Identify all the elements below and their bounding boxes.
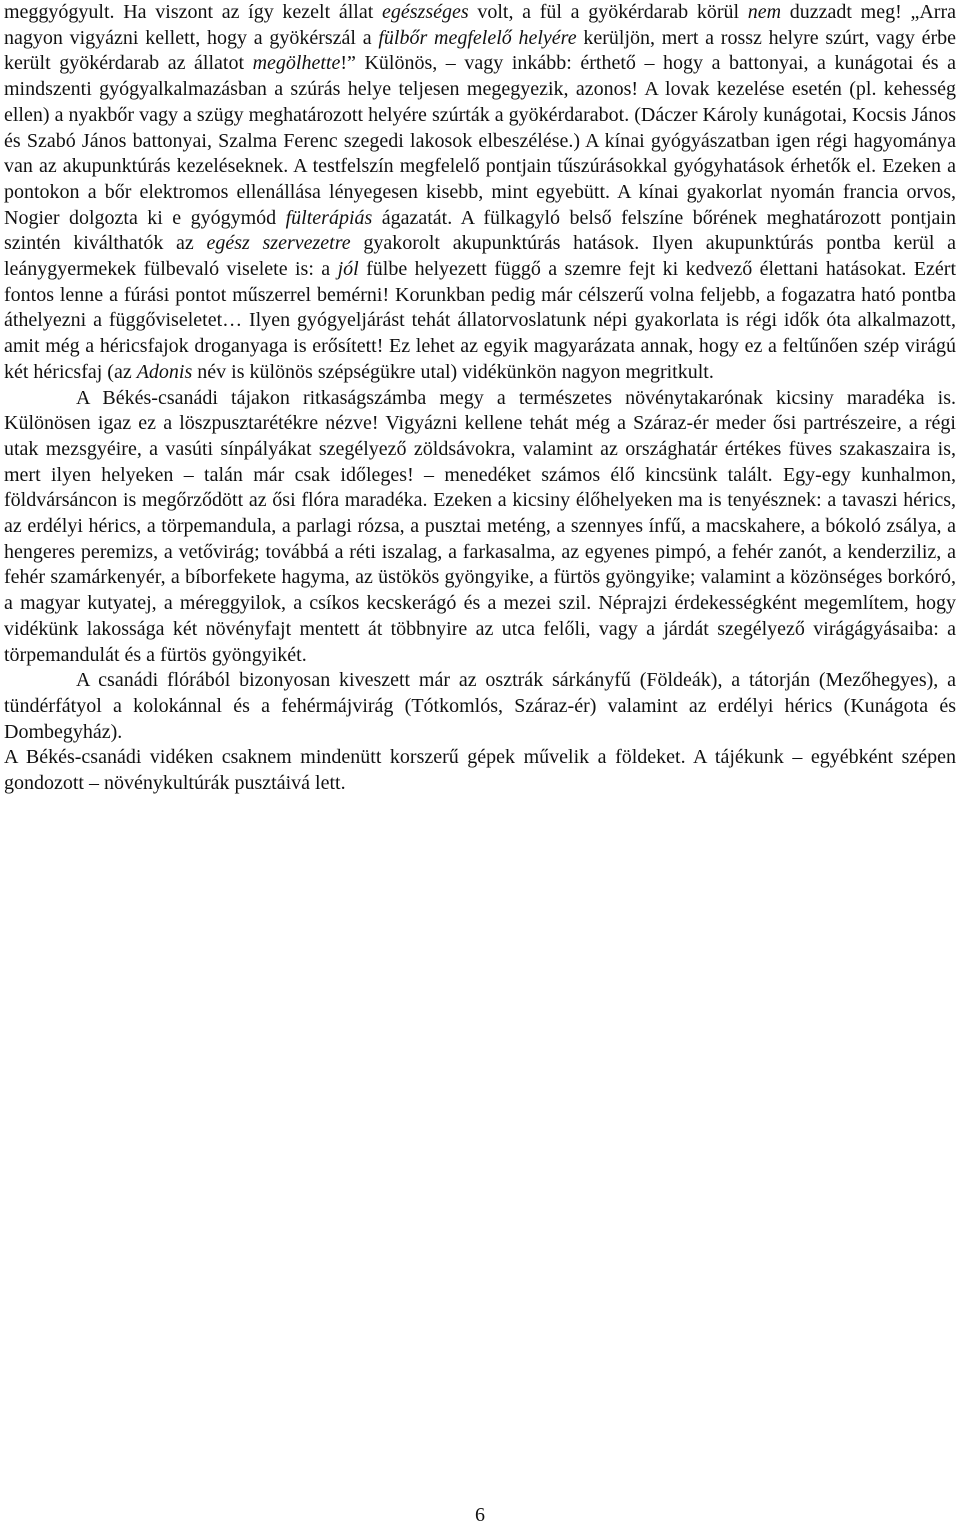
italic-text-run: egészséges (382, 1, 469, 23)
text-run: meggyógyult. Ha viszont az így kezelt állat (4, 1, 382, 23)
text-run: gyakorolt akupunktúrás hatások. Ilyen akupunktúrás pontba kerül a leánygyermekek fülbevaló viselete is: a (4, 232, 957, 281)
text-run: kerüljön, mert a rossz helyre szúrt, vagy érbe került gyökérdarab az állatot (4, 26, 957, 75)
italic-text-run: megölhette (252, 52, 341, 75)
text-run: A Békés-csanádi tájakon ritkaságszámba megy a természetes növénytakarónak kicsiny maradéka is. Különösen igaz ez a löszpusztarétékre nézve! Vigyázni kellene tehát még a Száraz-ér meder ősi partrészeire, a régi utak mezsgyéire, a vasúti sínpályákat szegélyező zöldsávokra, valamint az országhatár értékes füves szakaszaira is, mert ilyen helyeken – talán már csak időleges! – menedéket számos élő kincsünk talált. Egy-egy kunhalmon, földvársáncon is megőrződött az ősi flóra maradéka. Ezeken a kicsiny élőhelyeken ma is tenyésznek: a tavaszi hérics, az erdélyi hérics, a törpemandula, a parlagi rózsa, a pusztai meténg, a szennyes ínfű, a macskahere, a bókoló zsálya, a hengeres peremizs, a vetővirág; továbbá a réti iszalag, a farkasalma, az egyenes pimpó, a fehér zanót, a kenderziliz, a fehér szamárkenyér, a bíborfekete hagyma, az üstökös gyöngyike, a fürtös gyöngyike; valamint a közönséges borkóró, a magyar kutyatej, a méreggyilok, a csíkos kecskerágó és a mezei szil. Néprajzi érdekességként megemlítem, hogy vidékünk lakossága két növényfajt mentett át többnyire az utca felőli, vagy a járdát szegélyező virágágyásaiba: a törpemandulát és a fürtös gyöngyikét. (4, 386, 956, 666)
page-number: 6 (475, 1504, 485, 1526)
document-page (4, 0, 956, 1537)
paragraph-4 (4, 745, 956, 796)
text-run: duzzadt meg! „Arra nagyon vigyázni kellett, hogy a gyökérszál a (4, 1, 956, 49)
body-text (4, 0, 956, 797)
text-run: !” Különös, – vagy inkább: érthető – hogy a battonyai, a kunágotai és a mindszenti gyógyalkalmazásban a szúrás helye teljesen megegyezik, azonos! A lovak kezelése esetén (pl. kehesség ellen) a nyakbőr vagy a szügy meghatározott helyére szúrták a gyökérdarabot. (Dáczer Károly kunágotai, Kocsis János és Szabó János battonyai, Szalma Ferenc szegedi lakosok elbeszélése.) A kínai gyógyászatban igen régi hagyománya van az akupunktúrás kezeléseknek. A testfelszín megfelelő pontjain tűszúrásokkal gyógyhatások érhetők el. Ezeken a pontokon a bőr elektromos ellenállása lényegesen kisebb, mint egyebütt. A kínai gyakorlat nyomán francia orvos, Nogier dolgozta ki e gyógymód (4, 52, 957, 229)
text-run: fülbe helyezett függő a szemre fejt ki kedvező élettani hatásokat. Ezért fontos lenne a fúrási pontot műszerrel bemérni! Korunkban pedig már célszerű volna feljebb, a fogazatra ható pontba áthelyezni a függőviseletet… Ilyen gyógyeljárást tehát állatorvoslatunk népi gyakorlata is régi idők óta alkalmazott, amit még a héricsfajok droganyaga is erősített! Ez lehet az egyik magyarázata annak, hogy ez a feltűnően szép virágú két héricsfaj (az (4, 258, 956, 383)
italic-text-run: Adonis (136, 360, 193, 383)
italic-text-run: egész szervezetre (206, 232, 351, 255)
paragraph-3 (4, 668, 956, 745)
paragraph-2 (4, 386, 956, 669)
text-run: volt, a fül a gyökérdarab körül (468, 1, 748, 23)
italic-text-run: nem (747, 1, 782, 23)
paragraph-1 (4, 0, 956, 386)
italic-text-run: jól (337, 258, 359, 281)
text-run: ágazatát. A fülkagyló belső felszíne bőrének meghatározott pontjain szintén kiválthatók az (4, 206, 956, 255)
text-run: A csanádi flórából bizonyosan kiveszett már az osztrák sárkányfű (Földeák), a tátorján (Mezőhegyes), a tündérfátyol a kolokánnal és a fehérmájvirág (Tótkomlós, Száraz-ér) valamint az erdélyi hérics (Kunágota és Dombegyház). (4, 669, 956, 743)
text-run: A Békés-csanádi vidéken csaknem mindenütt korszerű gépek művelik a földeket. A tájékunk – egyébként szépen gondozott – növénykultúrák pusztáivá lett. (4, 746, 956, 795)
text-run: név is különös szépségükre utal) vidékünkön nagyon megritkult. (192, 360, 714, 383)
italic-text-run: fülbőr megfelelő helyére (378, 26, 577, 49)
italic-text-run: fülterápiás (285, 206, 373, 229)
